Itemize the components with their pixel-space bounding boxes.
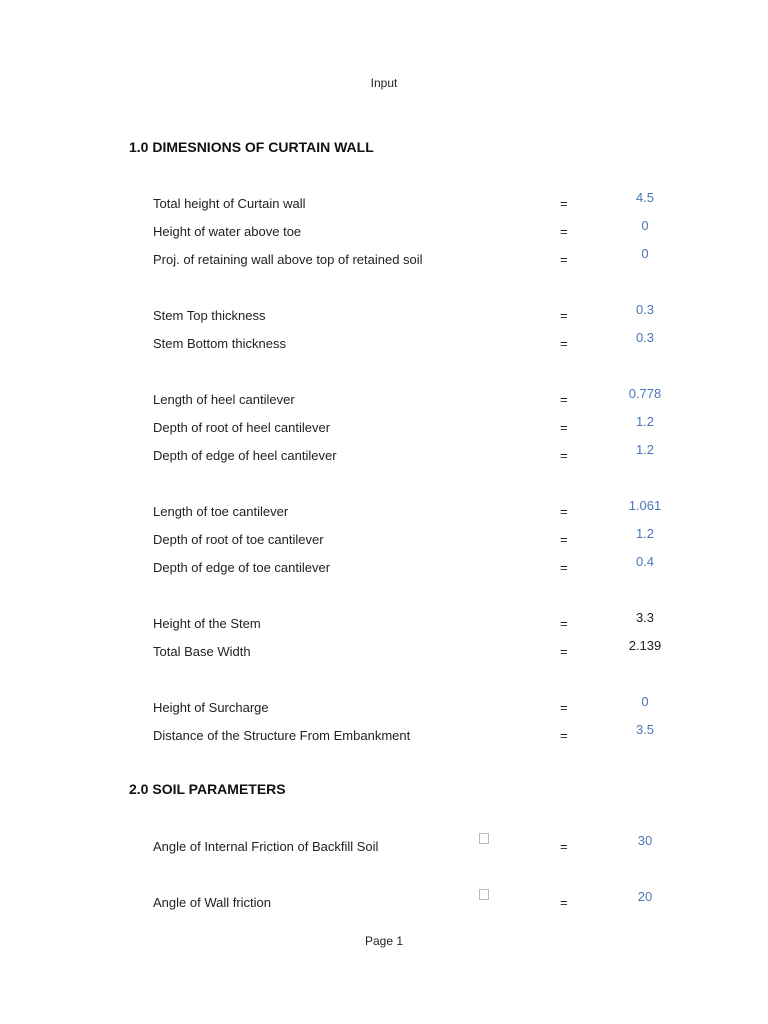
page-header-title: Input: [370, 76, 398, 90]
input-value[interactable]: 0: [641, 246, 649, 261]
input-value[interactable]: 0.778: [628, 386, 662, 401]
equals-sign: =: [560, 532, 568, 547]
calculated-value: 3.3: [635, 610, 655, 625]
missing-glyph-icon: [479, 889, 489, 900]
row-label: Depth of root of heel cantilever: [153, 420, 331, 435]
input-value[interactable]: 0.3: [635, 330, 655, 345]
input-value[interactable]: 0: [641, 218, 649, 233]
equals-sign: =: [560, 504, 568, 519]
input-value[interactable]: 0.3: [635, 302, 655, 317]
row-projection: [0, 246, 768, 272]
equals-sign: =: [560, 700, 568, 715]
row-toe-edge-depth: [0, 554, 768, 580]
row-stem-height: [0, 610, 768, 636]
row-label: Height of water above toe: [153, 224, 302, 239]
row-label: Distance of the Structure From Embankment: [153, 728, 411, 743]
row-toe-length: [0, 498, 768, 524]
row-embankment-distance: [0, 722, 768, 748]
row-base-width: [0, 638, 768, 664]
input-value[interactable]: 30: [637, 833, 653, 848]
equals-sign: =: [560, 448, 568, 463]
input-value[interactable]: 1.2: [635, 414, 655, 429]
equals-sign: =: [560, 839, 568, 854]
missing-glyph-icon: [479, 833, 489, 844]
row-label: Angle of Internal Friction of Backfill Soil: [153, 839, 379, 854]
calculated-value: 2.139: [628, 638, 662, 653]
row-label: Proj. of retaining wall above top of retained soil: [153, 252, 423, 267]
row-label: Height of the Stem: [153, 616, 261, 631]
input-value[interactable]: 1.061: [628, 498, 662, 513]
row-label: Total height of Curtain wall: [153, 196, 306, 211]
equals-sign: =: [560, 895, 568, 910]
equals-sign: =: [560, 196, 568, 211]
row-heel-length: [0, 386, 768, 412]
equals-sign: =: [560, 308, 568, 323]
row-internal-friction: [0, 833, 768, 859]
input-value[interactable]: 20: [637, 889, 653, 904]
row-toe-root-depth: [0, 526, 768, 552]
section-heading-soil: 2.0 SOIL PARAMETERS: [129, 781, 286, 797]
equals-sign: =: [560, 616, 568, 631]
row-heel-edge-depth: [0, 442, 768, 468]
row-label: Total Base Width: [153, 644, 251, 659]
input-value[interactable]: 1.2: [635, 442, 655, 457]
row-label: Stem Top thickness: [153, 308, 266, 323]
row-wall-friction: [0, 889, 768, 915]
section-heading-dimensions: 1.0 DIMESNIONS OF CURTAIN WALL: [129, 139, 374, 155]
equals-sign: =: [560, 224, 568, 239]
row-label: Angle of Wall friction: [153, 895, 272, 910]
equals-sign: =: [560, 644, 568, 659]
input-value[interactable]: 0: [641, 694, 649, 709]
page-number: Page 1: [364, 934, 404, 948]
equals-sign: =: [560, 420, 568, 435]
row-label: Stem Bottom thickness: [153, 336, 286, 351]
row-total-height: [0, 190, 768, 216]
row-label: Depth of root of toe cantilever: [153, 532, 324, 547]
row-water-height: [0, 218, 768, 244]
row-heel-root-depth: [0, 414, 768, 440]
row-label: Height of Surcharge: [153, 700, 269, 715]
equals-sign: =: [560, 560, 568, 575]
input-value[interactable]: 1.2: [635, 526, 655, 541]
row-label: Depth of edge of heel cantilever: [153, 448, 337, 463]
equals-sign: =: [560, 728, 568, 743]
row-stem-bottom-thickness: [0, 330, 768, 356]
equals-sign: =: [560, 252, 568, 267]
input-value[interactable]: 4.5: [635, 190, 655, 205]
equals-sign: =: [560, 392, 568, 407]
equals-sign: =: [560, 336, 568, 351]
row-label: Depth of edge of toe cantilever: [153, 560, 331, 575]
row-label: Length of toe cantilever: [153, 504, 289, 519]
row-label: Length of heel cantilever: [153, 392, 295, 407]
row-surcharge-height: [0, 694, 768, 720]
row-stem-top-thickness: [0, 302, 768, 328]
input-value[interactable]: 3.5: [635, 722, 655, 737]
input-value[interactable]: 0.4: [635, 554, 655, 569]
